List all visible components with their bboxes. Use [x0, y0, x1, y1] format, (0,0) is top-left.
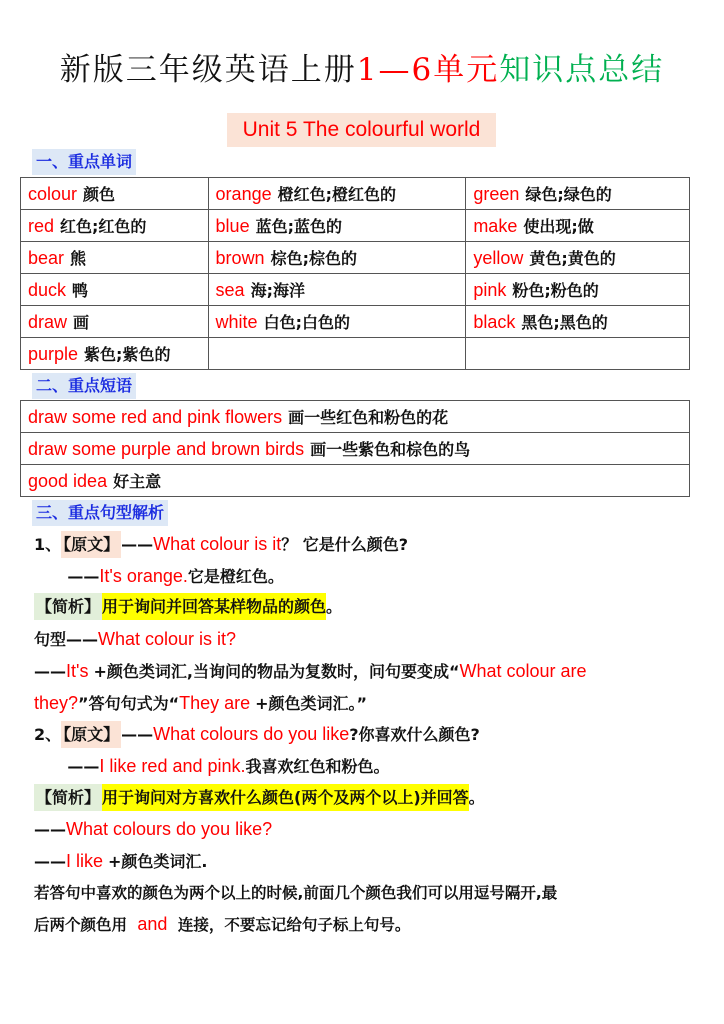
word-chinese: 海;海洋: [250, 281, 305, 300]
word-chinese: 绿色;绿色的: [525, 185, 612, 204]
word-chinese: 白色;白色的: [263, 313, 350, 332]
table-cell: [208, 306, 466, 338]
english-text: What colours do you like?: [66, 819, 273, 840]
table-row: [21, 465, 690, 497]
text-line: [34, 688, 367, 718]
word-english: draw: [28, 312, 68, 332]
chinese-text: +颜色类词汇。”: [255, 693, 368, 713]
english-text: they?: [34, 692, 79, 713]
word-chinese: 紫色;紫色的: [84, 345, 171, 364]
chinese-text: ——: [34, 756, 100, 776]
phrase-cell: [21, 401, 690, 433]
chinese-text: 连接，不要忘记给句子标上句号。: [172, 916, 411, 935]
word-chinese: 蓝色;蓝色的: [255, 217, 342, 236]
section-heading-sentences: 三、重点句型解析: [32, 500, 168, 526]
table-cell: [466, 178, 690, 210]
chinese-text: 【简析】: [34, 593, 102, 620]
english-text: It's: [66, 660, 94, 681]
chinese-text: 句型——: [34, 630, 99, 650]
table-cell: [208, 274, 466, 306]
word-english: bear: [28, 248, 65, 268]
word-english: black: [473, 312, 516, 332]
text-line: [34, 814, 272, 844]
chinese-text: ？ 它是什么颜色?: [281, 535, 409, 554]
chinese-text: 用于询问并回答某样物品的颜色: [102, 593, 326, 620]
word-chinese: 红色;红色的: [60, 217, 147, 236]
word-english: blue: [215, 216, 250, 236]
table-cell: [21, 242, 209, 274]
chinese-text: 它是橙红色。: [187, 566, 284, 586]
chinese-text: 我喜欢红色和粉色。: [245, 756, 390, 776]
table-cell: [21, 306, 209, 338]
word-chinese: 颜色: [83, 185, 116, 204]
table-row: [21, 306, 690, 338]
text-line: [34, 529, 408, 559]
text-line: [34, 878, 557, 908]
text-line: [34, 719, 480, 749]
chinese-text: +颜色类词汇,当询问的物品为复数时，问句要变成“: [93, 661, 460, 681]
word-chinese: 黑色;黑色的: [521, 313, 608, 332]
table-row: [21, 274, 690, 306]
word-chinese: 熊: [70, 249, 87, 268]
table-cell: [21, 178, 209, 210]
chinese-text: 若答句中喜欢的颜色为两个以上的时候,前面几个颜色我们可以用逗号隔开,最: [34, 883, 558, 902]
english-text: and: [132, 914, 173, 935]
chinese-text: ——: [34, 820, 66, 840]
chinese-text: ——: [121, 535, 154, 554]
table-cell: [466, 242, 690, 274]
table-cell: [466, 306, 690, 338]
document-title: [0, 44, 724, 89]
word-chinese: 粉色;粉色的: [512, 281, 599, 300]
word-english: green: [473, 184, 520, 204]
chinese-text: ——: [34, 661, 66, 681]
chinese-text: 1、: [34, 535, 62, 554]
table-row: [21, 178, 690, 210]
phrase-cell: [21, 465, 690, 497]
chinese-text: ”答句句式为“: [78, 693, 180, 713]
text-line: [34, 561, 284, 591]
text-line: [34, 909, 410, 939]
phrase-chinese: 好主意: [113, 472, 162, 491]
english-text: What colour is it: [153, 534, 282, 554]
phrases-table: [20, 400, 690, 497]
word-english: duck: [28, 280, 67, 300]
english-text: It's orange.: [99, 565, 188, 586]
chinese-text: ——: [34, 566, 100, 586]
table-row: [21, 210, 690, 242]
word-english: orange: [215, 184, 272, 204]
phrase-english: good idea: [28, 471, 108, 491]
word-english: yellow: [473, 248, 524, 268]
english-text: What colour are: [459, 660, 587, 681]
text-line: [34, 783, 485, 813]
table-cell: [21, 274, 209, 306]
chinese-text: 【原文】: [61, 721, 121, 748]
table-row: [21, 433, 690, 465]
table-cell: [466, 210, 690, 242]
chinese-text: 2、: [34, 725, 62, 745]
chinese-text: 后两个颜色用: [34, 916, 133, 935]
english-text: I like: [66, 851, 109, 871]
phrase-chinese: 画一些红色和粉色的花: [288, 408, 449, 427]
table-row: [21, 338, 690, 370]
chinese-text: ——: [34, 852, 66, 871]
word-english: pink: [473, 280, 507, 300]
table-cell: [208, 210, 466, 242]
chinese-text: 。: [468, 787, 485, 807]
word-chinese: 鸭: [72, 281, 89, 300]
word-english: white: [215, 312, 258, 332]
word-chinese: 画: [73, 313, 90, 332]
section-heading-words: 一、重点单词: [32, 149, 136, 175]
table-row: [21, 242, 690, 274]
word-english: red: [28, 216, 55, 236]
table-row: [21, 401, 690, 433]
unit-heading: Unit 5 The colourful world: [227, 113, 496, 147]
chinese-text: ——: [121, 725, 154, 745]
word-chinese: 棕色;棕色的: [270, 249, 357, 268]
phrase-chinese: 画一些紫色和棕色的鸟: [310, 440, 471, 459]
word-chinese: 使出现;做: [523, 217, 594, 236]
text-line: [34, 592, 342, 622]
text-line: [34, 624, 236, 654]
section-heading-phrases: 二、重点短语: [32, 373, 136, 399]
english-text: What colour is it?: [98, 629, 237, 650]
word-english: brown: [215, 248, 265, 268]
table-cell: [208, 178, 466, 210]
text-line: [34, 846, 208, 876]
text-line: [34, 751, 390, 781]
phrase-cell: [21, 433, 690, 465]
chinese-text: 用于询问对方喜欢什么颜色(两个及两个以上)并回答: [102, 784, 469, 811]
table-cell: [208, 242, 466, 274]
word-chinese: 橙红色;橙红色的: [277, 185, 397, 204]
table-cell: [466, 274, 690, 306]
chinese-text: 【原文】: [61, 531, 121, 558]
phrase-english: draw some red and pink flowers: [28, 407, 283, 427]
table-cell: [21, 338, 209, 370]
table-cell: [21, 210, 209, 242]
english-text: What colours do you like: [153, 724, 350, 745]
chinese-text: 。: [326, 597, 343, 617]
text-line: [34, 656, 587, 686]
english-text: They are: [179, 692, 256, 713]
word-chinese: 黄色;黄色的: [529, 249, 616, 268]
english-text: I like red and pink.: [99, 755, 246, 776]
chinese-text: +颜色类词汇.: [108, 852, 208, 871]
table-cell: [466, 338, 690, 370]
word-english: purple: [28, 344, 79, 364]
word-english: sea: [215, 280, 245, 300]
phrase-english: draw some purple and brown birds: [28, 439, 305, 459]
title-red: 1—6单元: [356, 52, 500, 88]
chinese-text: 【简析】: [34, 784, 102, 811]
words-table: [20, 177, 690, 370]
table-cell: [208, 338, 466, 370]
word-english: colour: [28, 184, 78, 204]
title-black: 新版三年级英语上册: [59, 52, 357, 88]
chinese-text: ?你喜欢什么颜色?: [349, 725, 480, 745]
title-green: 知识点总结: [499, 52, 665, 88]
word-english: make: [473, 216, 518, 236]
